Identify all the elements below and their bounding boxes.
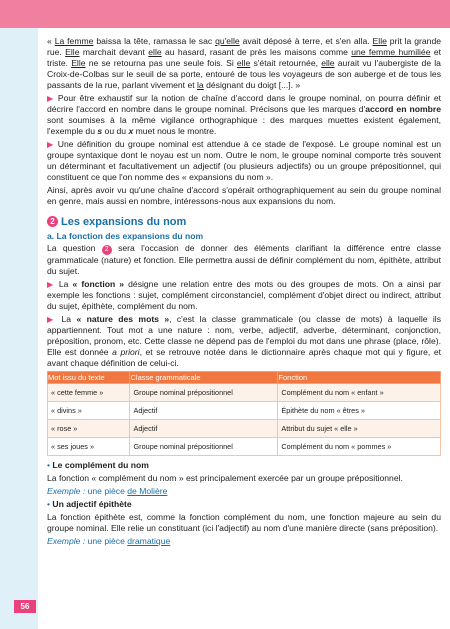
table-row — [48, 420, 441, 438]
triangle-right-icon: ▶ — [47, 94, 55, 103]
table-cell: Complément du nom « pommes » — [278, 438, 441, 456]
table-cell: Groupe nominal prépositionnel — [130, 438, 278, 456]
complement-text: La fonction « complément du nom » est principalement exercée par un groupe prépositionnel. — [47, 473, 403, 483]
nature-paragraph: ▶ La « nature des mots », c'est la classe grammaticale (ou classe de mots) à laquelle ils appartiennent. Tout mot a une nature : nom, verbe, adjectif, adverbe, déterminant, conjonction, préposition, pronom, etc. Cette classe ne dépend pas de l'emploi du mot dans une phrase (place, rôle). Elle est donnée a priori, et se retrouve notée dans le dictionnaire après chaque mot qui y figure, et avant chaque définition de celui-ci. — [47, 314, 441, 368]
fonction-paragraph: ▶ La « fonction » désigne une relation entre des mots ou des groupes de mots. On a ainsi par exemple les fonctions : sujet, complément circonstanciel, complément d'objet direct ou indirect, attribut du sujet, épithète, complément du nom. — [47, 279, 441, 311]
grammar-table — [47, 371, 441, 456]
epithete-text: La fonction épithète est, comme la fonction complément du nom, une fonction majeure au sein du groupe nominal. Elle relie un constituant (ici l'adjectif) au nom d'une manière directe (sans préposition). — [47, 512, 441, 533]
subsection-heading: a. La fonction des expansions du nom — [47, 231, 204, 241]
table-header: Fonction — [278, 372, 441, 384]
epithete-example: Exemple : une pièce dramatique — [47, 536, 171, 546]
table-cell: Groupe nominal prépositionnel — [130, 384, 278, 402]
page-number: 56 — [14, 600, 36, 613]
triangle-right-icon: ▶ — [47, 315, 57, 324]
section-heading: 2 Les expansions du nom — [47, 216, 441, 229]
table-cell: Adjectif — [130, 402, 278, 420]
table-cell: Adjectif — [130, 420, 278, 438]
numbered-circle-icon: 2 — [102, 245, 112, 255]
table-row — [48, 384, 441, 402]
table-header: Classe grammaticale — [130, 372, 278, 384]
complement-title: • Le complément du nom — [47, 460, 149, 470]
epithete-title: • Un adjectif épithète — [47, 499, 132, 509]
table-cell: « divins » — [48, 402, 130, 420]
quote-paragraph: « La femme baissa la tête, ramassa le sac qu'elle avait déposé à terre, et s'en alla. Elle prit la grande rue. Elle marchait devant elle au hasard, rasant de près les maisons comme une femme humiliée et triste. Elle ne se retourna pas une seule fois. Si elle s'était retournée, elle aurait vu l'aubergiste de la Croix-de-Colbas sur le seuil de sa porte, entouré de tous les voyageurs de son auberge et de tous les passants de la rue, parlant vivement et la désignant du doigt [...]. » — [47, 36, 442, 90]
table-cell: Épithète du nom « êtres » — [278, 402, 441, 420]
table-cell: Attribut du sujet « elle » — [278, 420, 441, 438]
top-color-band — [0, 0, 450, 28]
table-header: Mot issu du texte — [48, 372, 130, 384]
table-cell: « rose » — [48, 420, 130, 438]
table-header-row — [48, 372, 441, 384]
complement-example: Exemple : une pièce de Molière — [47, 486, 168, 496]
table-cell: Complément du nom « enfant » — [278, 384, 441, 402]
groupe-nominal-paragraph: ▶ Une définition du groupe nominal est attendue à ce stade de l'exposé. Le groupe nominal est un groupe syntaxique dont le noyau est un nom. Outre le nom, le groupe nominal comporte très souvent un déterminant et facultativement un adjectif (ou plusieurs adjectifs) ou un groupe prépositionnel, qui constituent ce que l'on nomme des « expansions du nom ». — [47, 139, 442, 182]
table-row — [48, 438, 441, 456]
table-row — [48, 402, 441, 420]
page-content — [47, 36, 441, 549]
table-cell: « ses joues » — [48, 438, 130, 456]
question-paragraph: La question 2 sera l'occasion de donner des éléments clarifiant la différence entre classe grammaticale (nature) et fonction. Elle permettra aussi de définir complément du nom, épithète, attribut du sujet. — [47, 243, 441, 276]
bullet-icon: • — [47, 499, 51, 509]
transition-paragraph: Ainsi, après avoir vu qu'une chaîne d'accord s'opérait orthographiquement au sein du groupe nominal en genre, mais aussi en nombre, intéressons-nous aux expansions du nom. — [47, 185, 441, 206]
accord-nombre-paragraph: ▶ Pour être exhaustif sur la notion de chaîne d'accord dans le groupe nominal, on pourra définir et décrire l'accord en nombre dans le groupe nominal. Précisons que les marques d'accord en nombre sont soumises à la même vigilance orthographique : des marques muettes existent également, l'exemple du s ou du x muet nous le montre. — [47, 93, 442, 136]
bullet-icon: • — [47, 460, 51, 470]
numbered-circle-icon: 2 — [47, 216, 58, 227]
table-cell: « cette femme » — [48, 384, 130, 402]
left-margin-band — [0, 28, 38, 629]
triangle-right-icon: ▶ — [47, 280, 55, 289]
triangle-right-icon: ▶ — [47, 140, 55, 149]
